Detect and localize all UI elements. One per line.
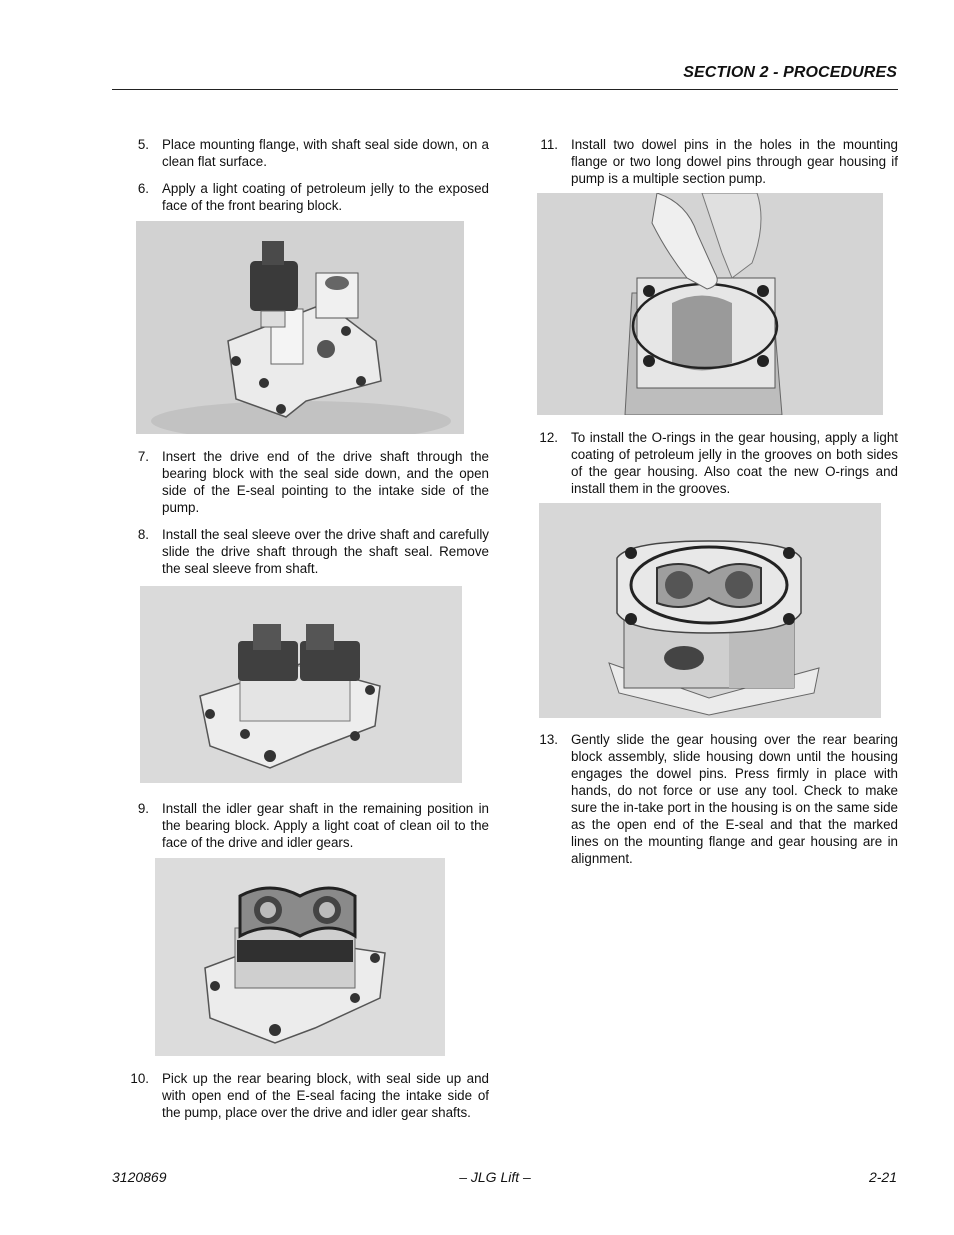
- step-13: [536, 731, 898, 871]
- step-text: Install two dowel pins in the holes in the mounting flange or two long dowel pins through gear housing if pump is a multiple section pump.: [571, 137, 898, 186]
- step-text: Place mounting flange, with shaft seal side down, on a clean flat surface.: [162, 137, 489, 169]
- step-7: [127, 448, 489, 518]
- step-number: 5.: [137, 137, 149, 152]
- step-text: Install the seal sleeve over the drive shaft and carefully slide the drive shaft through the shaft seal. Remove the seal sleeve from shaft.: [162, 527, 489, 576]
- step-5: [127, 136, 489, 172]
- photo-o-ring-placement: [537, 193, 883, 415]
- step-6: [127, 180, 489, 216]
- step-number: 6.: [137, 181, 149, 196]
- step-number: 13.: [539, 732, 558, 747]
- step-number: 9.: [137, 801, 149, 816]
- step-11: [536, 136, 898, 188]
- step-number: 12.: [539, 430, 558, 445]
- step-12: [536, 429, 898, 499]
- photo-idler-gear-installed: [155, 858, 445, 1056]
- photo-drive-gear-in-bearing-block: [136, 221, 464, 434]
- photo-gear-housing-with-o-rings: [539, 503, 881, 718]
- section-header-title: SECTION 2 - PROCEDURES: [683, 64, 897, 81]
- step-number: 11.: [540, 137, 558, 152]
- step-number: 7.: [137, 449, 149, 464]
- photo-drive-shaft-through-seal: [140, 586, 462, 783]
- step-text: To install the O-rings in the gear housing, apply a light coating of petroleum jelly in the grooves on both sides of the gear housing. Also coat the new O-rings and install them in the grooves.: [571, 430, 898, 496]
- footer-doc-number: 3120869: [112, 1169, 167, 1185]
- step-text: Pick up the rear bearing block, with seal side up and with open end of the E-seal facing the intake side of the pump, place over the drive and idler gear shafts.: [162, 1071, 489, 1120]
- step-9: [127, 800, 489, 852]
- step-text: Install the idler gear shaft in the remaining position in the bearing block. Apply a light coat of clean oil to the face of the drive and idler gears.: [162, 801, 489, 850]
- step-number: 8.: [137, 527, 149, 542]
- step-8: [127, 526, 489, 578]
- step-text: Gently slide the gear housing over the rear bearing block assembly, slide housing down until the housing engages the dowel pins. Press firmly in place with hands, do not force or use any tool. Check to make sure the in-take port in the housing is on the same side as the open end of the E-seal and that the marked lines on the mounting flange and gear housing are in alignment.: [571, 732, 898, 866]
- step-number: 10.: [130, 1071, 149, 1086]
- step-10: [127, 1070, 489, 1122]
- footer-publisher: – JLG Lift –: [459, 1169, 531, 1185]
- footer-page-number: 2-21: [868, 1169, 897, 1185]
- step-text: Insert the drive end of the drive shaft through the bearing block with the seal side down, and the open side of the E-seal pointing to the intake side of the pump.: [162, 449, 489, 515]
- step-text: Apply a light coating of petroleum jelly to the exposed face of the front bearing block.: [162, 181, 489, 213]
- header-rule: [112, 89, 898, 90]
